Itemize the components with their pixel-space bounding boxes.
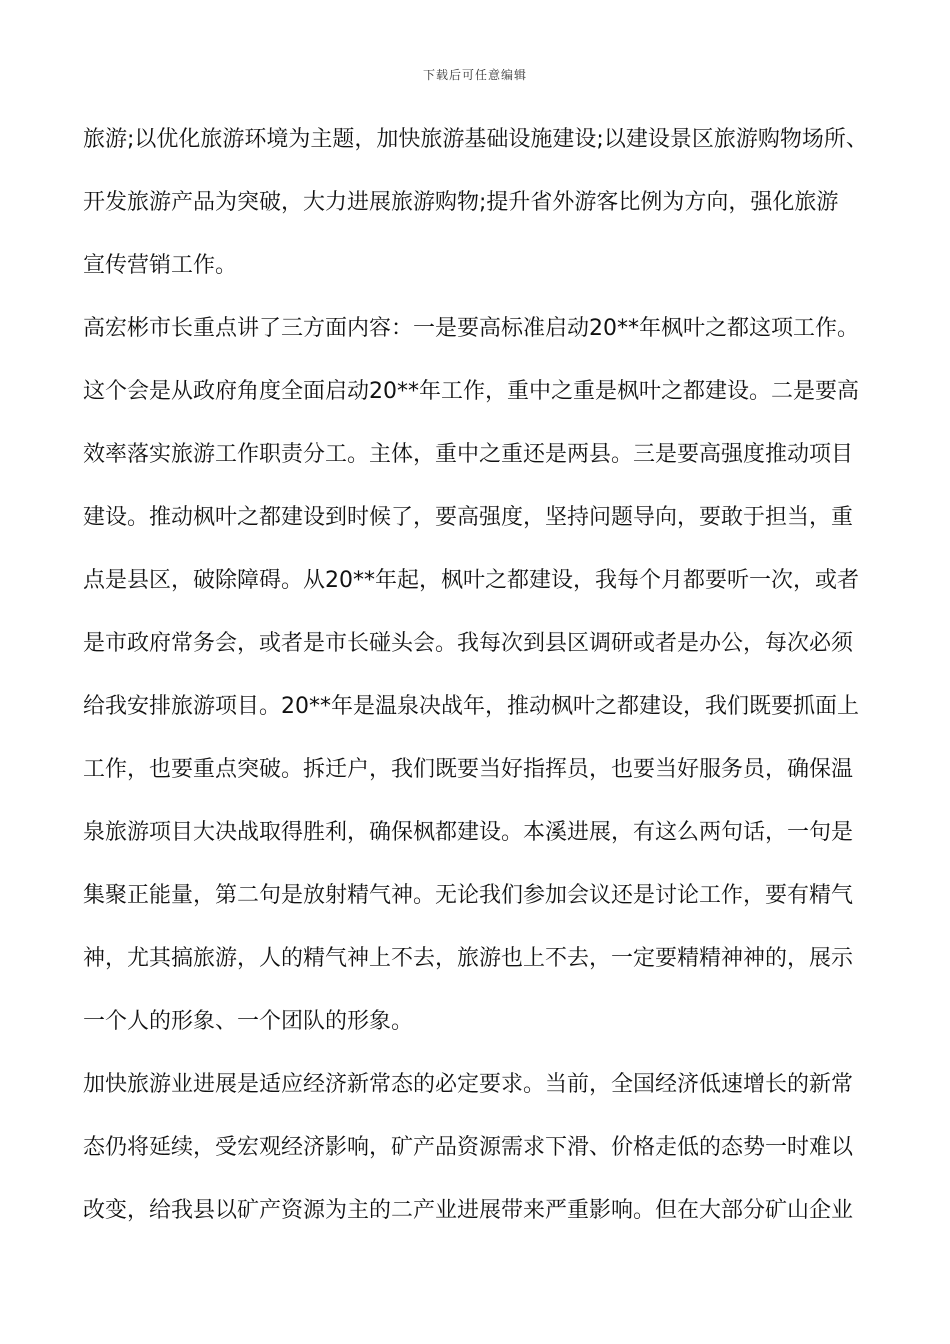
text-line: 点是县区，破除障碍。从20**年起，枫叶之都建设，我每个月都要听一次，或者 (83, 568, 859, 593)
text-line: 是市政府常务会，或者是市长碰头会。我每次到县区调研或者是办公，每次必须 (83, 631, 854, 656)
text-line: 泉旅游项目大决战取得胜利，确保枫都建设。本溪进展，有这么两句话，一句是 (83, 820, 854, 845)
text-line: 效率落实旅游工作职责分工。主体，重中之重还是两县。三是要高强度推动项目 (83, 442, 854, 467)
document-body (83, 108, 873, 1242)
text-line: 改变，给我县以矿产资源为主的二产业进展带来严重影响。但在大部分矿山企业 (83, 1198, 854, 1223)
page-header: 下载后可任意编辑 (422, 68, 527, 82)
text-line: 高宏彬市长重点讲了三方面内容：一是要高标准启动20**年枫叶之都这项工作。 (83, 316, 859, 341)
text-line: 建设。推动枫叶之都建设到时候了，要高强度，坚持问题导向，要敢于担当，重 (83, 505, 854, 530)
text-line: 开发旅游产品为突破，大力进展旅游购物;提升省外游客比例为方向，强化旅游 (83, 190, 839, 215)
text-line: 给我安排旅游项目。20**年是温泉决战年，推动枫叶之都建设，我们既要抓面上 (83, 694, 859, 719)
text-line: 宣传营销工作。 (83, 253, 238, 278)
text-line: 态仍将延续，受宏观经济影响，矿产品资源需求下滑、价格走低的态势一时难以 (83, 1135, 854, 1160)
text-line: 工作，也要重点突破。拆迁户，我们既要当好指挥员，也要当好服务员，确保温 (83, 757, 854, 782)
text-line: 这个会是从政府角度全面启动20**年工作，重中之重是枫叶之都建设。二是要高 (83, 379, 859, 404)
text-line: 一个人的形象、一个团队的形象。 (83, 1009, 414, 1034)
text-line: 集聚正能量，第二句是放射精气神。无论我们参加会议还是讨论工作，要有精气 (83, 883, 854, 908)
text-line: 神，尤其搞旅游，人的精气神上不去，旅游也上不去，一定要精精神神的，展示 (83, 946, 854, 971)
text-line: 加快旅游业进展是适应经济新常态的必定要求。当前，全国经济低速增长的新常 (83, 1072, 854, 1097)
text-line: 旅游;以优化旅游环境为主题，加快旅游基础设施建设;以建设景区旅游购物场所、 (83, 127, 868, 152)
